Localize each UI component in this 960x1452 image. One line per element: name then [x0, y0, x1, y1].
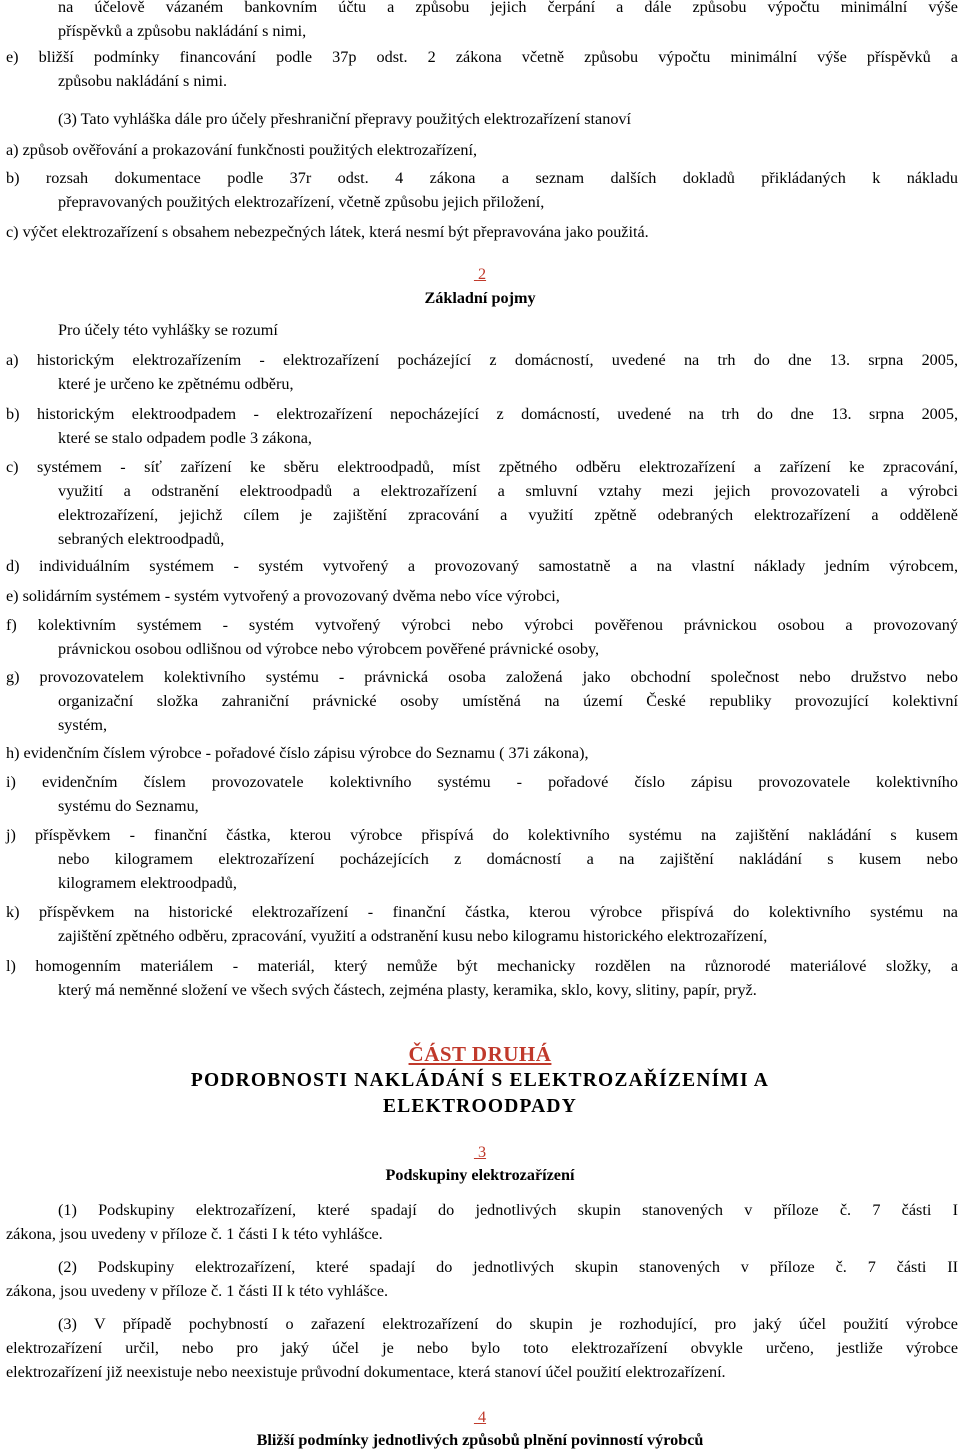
paragraph-3-item-c	[6, 220, 958, 244]
text-line: (3) V případě pochybností o zařazení elektrozařízení do skupin je rozhodující, pro jaký účel použití výrobce	[58, 1315, 958, 1333]
item-first-line: b) historickým elektroodpadem - elektrozařízení nepocházející z domácností, uvedené na trh do dne 13. srpna 2005,	[6, 405, 958, 423]
item-first-line: k) příspěvkem na historické elektrozařízení - finanční částka, kterou výrobce přispívá do kolektivního systému na	[6, 903, 958, 921]
text-line: elektrozařízení určil, nebo pro jaký účel je nebo bylo toto elektrozařízení obvykle určeno, jestliže výrobce	[6, 1339, 958, 1357]
section-3-paragraph-2	[6, 1255, 958, 1303]
item-cont-line: zajištění zpětného odběru, zpracování, využití a odstranění kusu nebo kilogramu historického elektrozařízení,	[58, 927, 768, 945]
paragraph-3-item-a	[6, 138, 958, 162]
text-line: příspěvků a způsobu nakládání s nimi,	[58, 22, 307, 40]
definition-item-b	[6, 402, 958, 450]
definition-item-e	[6, 584, 958, 608]
text-line: c) výčet elektrozařízení s obsahem nebezpečných látek, která nesmí být přepravována jako použitá.	[6, 223, 649, 241]
definition-item-h	[6, 741, 958, 765]
item-cont-line: systému do Seznamu,	[58, 797, 199, 815]
section-2-title: Základní pojmy	[424, 289, 536, 307]
item-first-line: d) individuálním systémem - systém vytvořený a provozovaný samostatně a na vlastní náklady jedním výrobcem,	[6, 557, 958, 575]
paragraph-3-item-b	[6, 166, 958, 214]
section-4-number[interactable]	[0, 1405, 960, 1429]
paragraph-3-intro	[6, 107, 958, 131]
definition-item-a	[6, 348, 958, 396]
definition-item-c	[6, 455, 958, 551]
definition-item-j	[6, 823, 958, 895]
section-number[interactable]: 2	[477, 265, 487, 283]
item-first-line: l) homogenním materiálem - materiál, který nemůže být mechanicky rozdělen na různorodé materiálové složky, a	[6, 957, 958, 975]
item-cont-line: kilogramem elektroodpadů,	[58, 874, 237, 892]
text-line: elektrozařízení již neexistuje nebo neexistuje průvodní dokumentace, která stanoví účel použití elektrozařízení.	[6, 1363, 726, 1381]
section-3-number[interactable]	[0, 1140, 960, 1164]
item-first-line: f) kolektivním systémem - systém vytvořený výrobci nebo výrobci pověřenou právnickou osobou a provozovaný	[6, 616, 958, 634]
section-2-intro	[6, 318, 958, 342]
item-cont-line: které je určeno ke zpětnému odběru,	[58, 375, 294, 393]
item-first-line: c) systémem - síť zařízení ke sběru elektroodpadů, míst zpětného odběru elektrozařízení a zařízení ke zpracování,	[6, 458, 958, 476]
item-first-line: a) historickým elektrozařízením - elektrozařízení pocházející z domácností, uvedené na trh do dne 13. srpna 2005,	[6, 351, 958, 369]
item-e-financing	[6, 45, 958, 93]
definition-item-d	[6, 554, 958, 578]
top-continuation	[6, 0, 958, 43]
section-link[interactable]	[474, 1143, 486, 1161]
section-3-title: Podskupiny elektrozařízení	[385, 1166, 575, 1184]
text-line: Pro účely této vyhlášky se rozumí	[58, 321, 278, 339]
section-link[interactable]	[474, 1408, 486, 1426]
text-line: b) rozsah dokumentace podle 37r odst. 4 zákona a seznam dalších dokladů přikládaných k nákladu	[6, 169, 958, 187]
text-line: e) bližší podmínky financování podle 37p odst. 2 zákona včetně způsobu výpočtu minimální výše příspěvků a	[6, 48, 958, 66]
text-line: (2) Podskupiny elektrozařízení, které spadají do jednotlivých skupin stanovených v příloze č. 7 části II	[58, 1258, 958, 1276]
text-line: (3) Tato vyhláška dále pro účely přeshraniční přepravy použitých elektrozařízení stanoví	[58, 110, 632, 128]
text-line: přepravovaných použitých elektrozařízení, včetně způsobu jejich přiložení,	[58, 193, 545, 211]
part-2-title[interactable]: ČÁST DRUHÁ	[408, 1042, 552, 1066]
item-cont-line: sebraných elektroodpadů,	[58, 530, 225, 548]
subtitle-line: ELEKTROODPADY	[382, 1096, 577, 1117]
item-cont-line: které se stalo odpadem podle 3 zákona,	[58, 429, 312, 447]
item-first-line: h) evidenčním číslem výrobce - pořadové číslo zápisu výrobce do Seznamu ( 37i zákona),	[6, 744, 589, 762]
text-line: zákona, jsou uvedeny v příloze č. 1 části I k této vyhlášce.	[6, 1225, 383, 1243]
part-2-subtitle	[0, 1068, 960, 1120]
item-first-line: j) příspěvkem - finanční částka, kterou výrobce přispívá do kolektivního systému na zajištění nakládání s kusem	[6, 826, 958, 844]
item-cont-line: právnickou osobou odlišnou od výrobce nebo výrobcem pověřené právnické osoby,	[58, 640, 600, 658]
item-first-line: g) provozovatelem kolektivního systému - právnická osoba založená jako obchodní společnost nebo družstvo nebo	[6, 668, 958, 686]
item-cont-line: organizační složka zahraniční právnické osoby umístěná na území České republiky provozující kolektivní	[58, 692, 958, 710]
subtitle-line: PODROBNOSTI NAKLÁDÁNÍ S ELEKTROZAŘÍZENÍMI A	[190, 1070, 770, 1091]
definition-item-f	[6, 613, 958, 661]
section-3-paragraph-3	[6, 1312, 958, 1384]
section-link[interactable]	[474, 265, 486, 283]
section-2-number[interactable]	[0, 262, 960, 286]
text-line: zákona, jsou uvedeny v příloze č. 1 části II k této vyhlášce.	[6, 1282, 389, 1300]
item-first-line: e) solidárním systémem - systém vytvořený a provozovaný dvěma nebo více výrobci,	[6, 587, 560, 605]
item-cont-line: využití a odstranění elektroodpadů a elektrozařízení a smluvní vztahy mezi jejich provozovateli a výrobci	[58, 482, 958, 500]
item-cont-line: systém,	[58, 716, 108, 734]
section-3-paragraph-1	[6, 1198, 958, 1246]
definition-item-l	[6, 954, 958, 1002]
definition-item-i	[6, 770, 958, 818]
item-first-line: i) evidenčním číslem provozovatele kolektivního systému - pořadové číslo zápisu provozovatele kolektivního	[6, 773, 958, 791]
text-line: na účelově vázaném bankovním účtu a způsobu jejich čerpání a dále způsobu výpočtu minimální výše	[58, 0, 958, 16]
text-line: způsobu nakládání s nimi.	[58, 72, 228, 90]
item-cont-line: nebo kilogramem elektrozařízení pocházejících z domácností a na zajištění nakládání s kusem nebo	[58, 850, 958, 868]
section-number[interactable]: 4	[477, 1408, 487, 1426]
text-line: a) způsob ověřování a prokazování funkčnosti použitých elektrozařízení,	[6, 141, 478, 159]
text-line: (1) Podskupiny elektrozařízení, které spadají do jednotlivých skupin stanovených v příloze č. 7 části I	[58, 1201, 958, 1219]
item-cont-line: elektrozařízení, jejichž cílem je zajištění zpracování a využití zpětně odebraných elektrozařízení a odděleně	[58, 506, 958, 524]
item-cont-line: který má neměnné složení ve všech svých částech, zejména plasty, keramika, sklo, kovy, slitiny, papír, pryž.	[58, 981, 757, 999]
section-number[interactable]: 3	[477, 1143, 487, 1161]
definition-item-k	[6, 900, 958, 948]
section-4-title: Bližší podmínky jednotlivých způsobů plnění povinností výrobců	[256, 1431, 704, 1449]
definition-item-g	[6, 665, 958, 737]
